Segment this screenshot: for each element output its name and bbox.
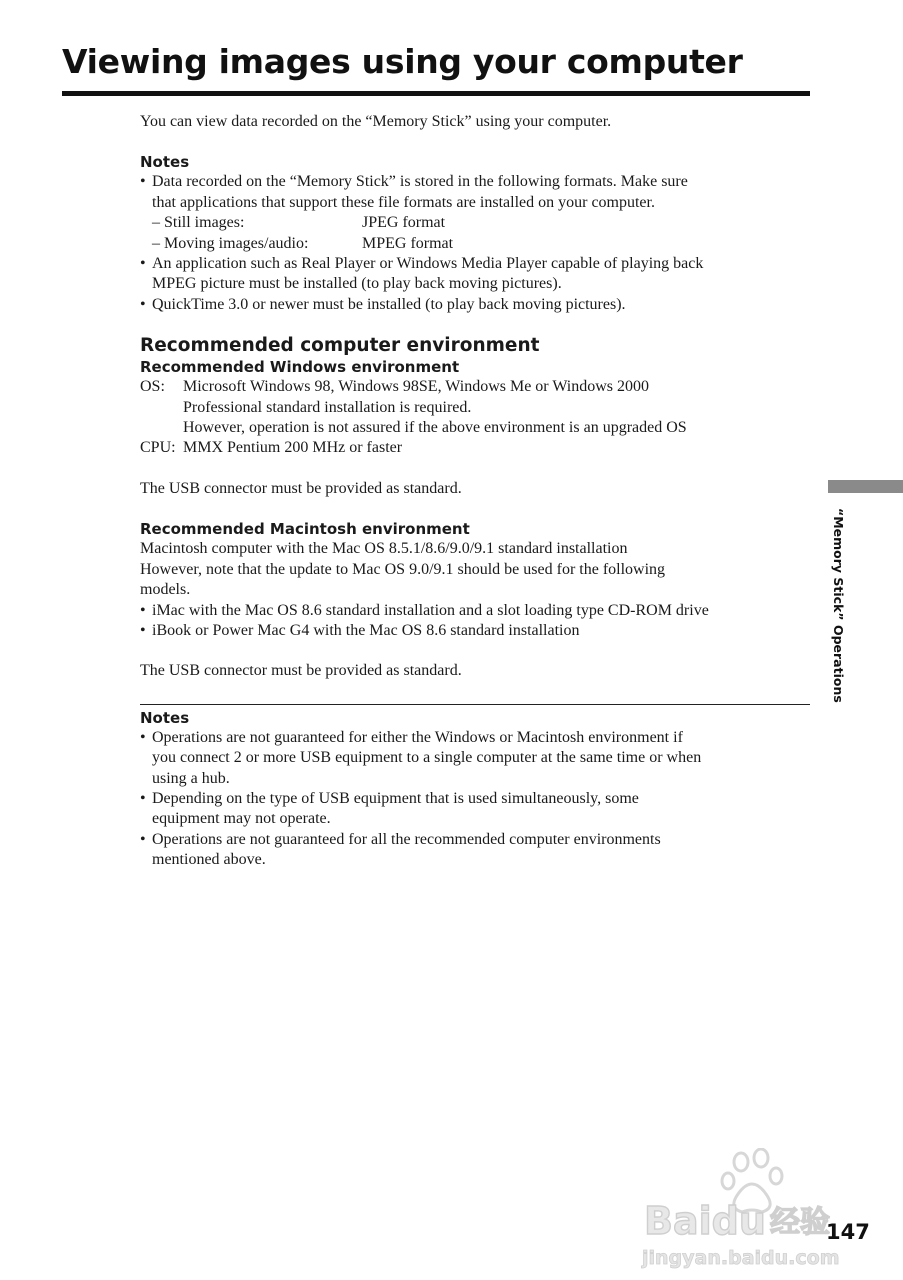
list-item (140, 254, 815, 295)
bullet-icon: • (140, 601, 146, 619)
bullet-icon: • (140, 789, 146, 807)
watermark-brand-cn: 经验 (770, 1205, 830, 1240)
note-text: equipment may not operate. (152, 810, 331, 828)
title-rule (62, 91, 810, 96)
os-row (140, 377, 815, 438)
format-label: Moving images/audio: (164, 234, 309, 252)
bullet-icon: • (140, 728, 146, 746)
cpu-value: MMX Pentium 200 MHz or faster (183, 439, 403, 457)
note-text: Data recorded on the “Memory Stick” is stored in the following formats. Make sure (152, 173, 688, 191)
dash-icon: – (152, 214, 160, 232)
baidu-watermark-icon (640, 1148, 840, 1270)
note-text: An application such as Real Player or Windows Media Player capable of playing back (152, 255, 704, 273)
usb-note: The USB connector must be provided as standard. (140, 479, 462, 497)
bullet-icon: • (140, 255, 146, 273)
os-label: OS: (140, 378, 165, 396)
dash-icon: – (152, 234, 160, 252)
mac-text: Macintosh computer with the Mac OS 8.5.1/8.6/9.0/9.1 standard installation (140, 540, 628, 558)
mac-text: models. (140, 581, 191, 599)
cpu-row (140, 438, 815, 458)
watermark-brand-latin: Baidu (644, 1199, 766, 1243)
bullet-icon: • (140, 173, 146, 191)
list-item (140, 172, 815, 254)
list-item (140, 295, 815, 315)
notes-section-2 (140, 708, 815, 871)
list-item (140, 601, 815, 621)
main-content (140, 112, 815, 871)
mac-text: However, note that the update to Mac OS 9.0/9.1 should be used for the following (140, 560, 666, 578)
notes-heading: Notes (140, 153, 190, 172)
usb-note: The USB connector must be provided as standard. (140, 662, 462, 680)
note-text: you connect 2 or more USB equipment to a single computer at the same time or when (152, 749, 702, 767)
list-item (140, 830, 815, 871)
mac-bullet-text: iMac with the Mac OS 8.6 standard installation and a slot loading type CD-ROM drive (152, 601, 709, 619)
format-row (152, 234, 815, 254)
bullet-icon: • (140, 295, 146, 313)
page-title: Viewing images using your computer (62, 42, 743, 81)
intro-text: You can view data recorded on the “Memory Stick” using your computer. (140, 113, 612, 130)
note-text: Operations are not guaranteed for all the recommended computer environments (152, 830, 661, 848)
mac-bullet-text: iBook or Power Mac G4 with the Mac OS 8.6 standard installation (152, 621, 580, 639)
format-value: MPEG format (362, 234, 454, 252)
windows-heading: Recommended Windows environment (140, 358, 460, 377)
os-text: Microsoft Windows 98, Windows 98SE, Windows Me or Windows 2000 (183, 378, 650, 396)
mac-heading: Recommended Macintosh environment (140, 520, 470, 539)
os-text: Professional standard installation is required. (183, 398, 472, 416)
page-number: 147 (826, 1220, 870, 1244)
note-text: that applications that support these file formats are installed on your computer. (152, 193, 655, 211)
note-text: Operations are not guaranteed for either the Windows or Macintosh environment if (152, 728, 683, 746)
note-text: using a hub. (152, 769, 230, 787)
format-label: Still images: (164, 214, 245, 232)
cpu-label: CPU: (140, 439, 176, 457)
notes-section-1 (140, 152, 815, 315)
list-item (140, 789, 815, 830)
os-text: However, operation is not assured if the above environment is an upgraded OS (183, 419, 687, 437)
format-row (152, 213, 815, 233)
bullet-icon: • (140, 621, 146, 639)
section-heading: Recommended computer environment (140, 335, 540, 357)
section-tab-bar (828, 480, 903, 493)
recommended-section (140, 335, 815, 681)
notes-heading: Notes (140, 708, 190, 727)
note-text: QuickTime 3.0 or newer must be installed (to play back moving pictures). (152, 295, 626, 313)
format-value: JPEG format (362, 214, 446, 232)
note-text: MPEG picture must be installed (to play back moving pictures). (152, 275, 562, 293)
list-item (140, 728, 815, 789)
note-text: Depending on the type of USB equipment that is used simultaneously, some (152, 789, 639, 807)
bullet-icon: • (140, 830, 146, 848)
list-item (140, 621, 815, 641)
watermark-url: jingyan.baidu.com (642, 1247, 840, 1269)
note-text: mentioned above. (152, 851, 266, 869)
section-tab-label: “Memory Stick” Operations (831, 508, 846, 703)
